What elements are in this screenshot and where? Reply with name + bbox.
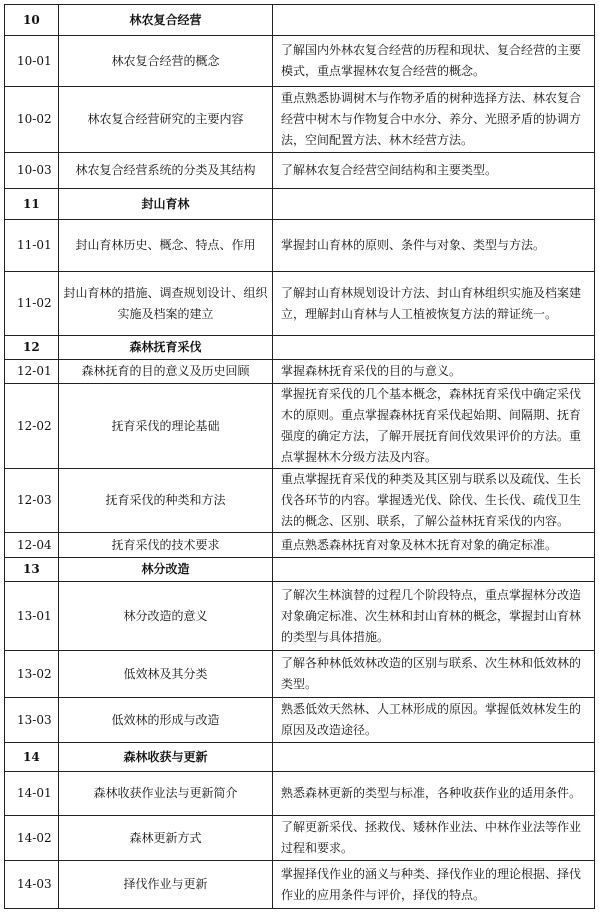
code-cell: 14-01 <box>5 772 59 816</box>
code-cell: 12-01 <box>5 360 59 384</box>
description-cell <box>273 743 595 772</box>
topic-cell: 抚育采伐的种类和方法 <box>59 469 273 533</box>
description-cell <box>273 189 595 220</box>
description-cell: 掌握封山育林的原则、条件与对象、类型与方法。 <box>273 220 595 272</box>
topic-cell: 林分改造的意义 <box>59 582 273 651</box>
table-row <box>5 384 595 469</box>
topic-cell: 森林抚育采伐 <box>59 336 273 360</box>
table-row <box>5 272 595 336</box>
table-row <box>5 772 595 816</box>
topic-cell: 森林抚育的目的意义及历史回顾 <box>59 360 273 384</box>
section-header-row <box>5 189 595 220</box>
topic-cell: 封山育林的措施、调查规划设计、组织实施及档案的建立 <box>59 272 273 336</box>
code-cell: 13-01 <box>5 582 59 651</box>
section-header-row <box>5 558 595 582</box>
description-cell: 掌握抚育采伐的几个基本概念，森林抚育采伐中确定采伐木的原则。重点掌握森林抚育采伐起始期、间隔期、抚育强度的确定方法，了解开展抚育间伐效果评价的方法。重点掌握林木分级方法及内容。 <box>273 384 595 469</box>
topic-cell: 森林更新方式 <box>59 816 273 861</box>
code-cell: 14-03 <box>5 861 59 909</box>
code-cell: 13-03 <box>5 698 59 743</box>
table-row <box>5 87 595 153</box>
topic-cell: 低效林及其分类 <box>59 651 273 698</box>
topic-cell: 封山育林 <box>59 189 273 220</box>
description-cell: 熟悉低效天然林、人工林形成的原因。掌握低效林发生的原因及改造途径。 <box>273 698 595 743</box>
topic-cell: 择伐作业与更新 <box>59 861 273 909</box>
topic-cell: 林农复合经营系统的分类及其结构 <box>59 153 273 189</box>
topic-cell: 森林收获与更新 <box>59 743 273 772</box>
topic-cell: 林农复合经营的概念 <box>59 36 273 87</box>
syllabus-table <box>4 4 595 909</box>
description-cell: 熟悉森林更新的类型与标准，各种收获作业的适用条件。 <box>273 772 595 816</box>
description-cell: 了解国内外林农复合经营的历程和现状、复合经营的主要模式，重点掌握林农复合经营的概念。 <box>273 36 595 87</box>
section-header-row <box>5 336 595 360</box>
table-row <box>5 360 595 384</box>
description-cell: 了解林农复合经营空间结构和主要类型。 <box>273 153 595 189</box>
table-row <box>5 469 595 533</box>
table-row <box>5 220 595 272</box>
code-cell: 12-02 <box>5 384 59 469</box>
code-cell: 10-03 <box>5 153 59 189</box>
code-cell: 13 <box>5 558 59 582</box>
topic-cell: 林农复合经营研究的主要内容 <box>59 87 273 153</box>
description-cell <box>273 5 595 36</box>
code-cell: 11-02 <box>5 272 59 336</box>
code-cell: 10-01 <box>5 36 59 87</box>
table-row <box>5 533 595 558</box>
code-cell: 12 <box>5 336 59 360</box>
code-cell: 13-02 <box>5 651 59 698</box>
topic-cell: 森林收获作业法与更新简介 <box>59 772 273 816</box>
table-row <box>5 582 595 651</box>
table-row <box>5 36 595 87</box>
code-cell: 12-03 <box>5 469 59 533</box>
table-row <box>5 816 595 861</box>
topic-cell: 低效林的形成与改造 <box>59 698 273 743</box>
code-cell: 10-02 <box>5 87 59 153</box>
table-row <box>5 153 595 189</box>
description-cell: 重点熟悉协调树木与作物矛盾的树种选择方法、林农复合经营中树木与作物复合中水分、养分、光照矛盾的协调方法，空间配置方法、林木经营方法。 <box>273 87 595 153</box>
topic-cell: 抚育采伐的技术要求 <box>59 533 273 558</box>
description-cell: 了解各种林低效林改造的区别与联系、次生林和低效林的类型。 <box>273 651 595 698</box>
topic-cell: 抚育采伐的理论基础 <box>59 384 273 469</box>
section-header-row <box>5 5 595 36</box>
topic-cell: 林农复合经营 <box>59 5 273 36</box>
code-cell: 14-02 <box>5 816 59 861</box>
description-cell: 了解更新采伐、拯救伐、矮林作业法、中林作业法等作业过程和要求。 <box>273 816 595 861</box>
description-cell: 了解次生林演替的过程几个阶段特点，重点掌握林分改造对象确定标准、次生林和封山育林的概念，掌握封山育林的类型与具体措施。 <box>273 582 595 651</box>
table-row <box>5 698 595 743</box>
description-cell: 重点掌握抚育采伐的种类及其区别与联系以及疏伐、生长伐各环节的内容。掌握透光伐、除伐、生长伐、疏伐卫生法的概念、区别、联系，了解公益林抚育采伐的内容。 <box>273 469 595 533</box>
code-cell: 12-04 <box>5 533 59 558</box>
syllabus-table-body <box>5 5 595 909</box>
topic-cell: 林分改造 <box>59 558 273 582</box>
code-cell: 14 <box>5 743 59 772</box>
description-cell: 掌握择伐作业的涵义与种类、择伐作业的理论根据、择伐作业的应用条件与评价，择伐的特点。 <box>273 861 595 909</box>
description-cell: 重点熟悉森林抚育对象及林木抚育对象的确定标准。 <box>273 533 595 558</box>
description-cell <box>273 558 595 582</box>
code-cell: 11-01 <box>5 220 59 272</box>
table-row <box>5 861 595 909</box>
code-cell: 11 <box>5 189 59 220</box>
description-cell: 掌握森林抚育采伐的目的与意义。 <box>273 360 595 384</box>
description-cell: 了解封山育林规划设计方法、封山育林组织实施及档案建立，理解封山育林与人工植被恢复方法的辩证统一。 <box>273 272 595 336</box>
topic-cell: 封山育林历史、概念、特点、作用 <box>59 220 273 272</box>
code-cell: 10 <box>5 5 59 36</box>
section-header-row <box>5 743 595 772</box>
table-row <box>5 651 595 698</box>
description-cell <box>273 336 595 360</box>
